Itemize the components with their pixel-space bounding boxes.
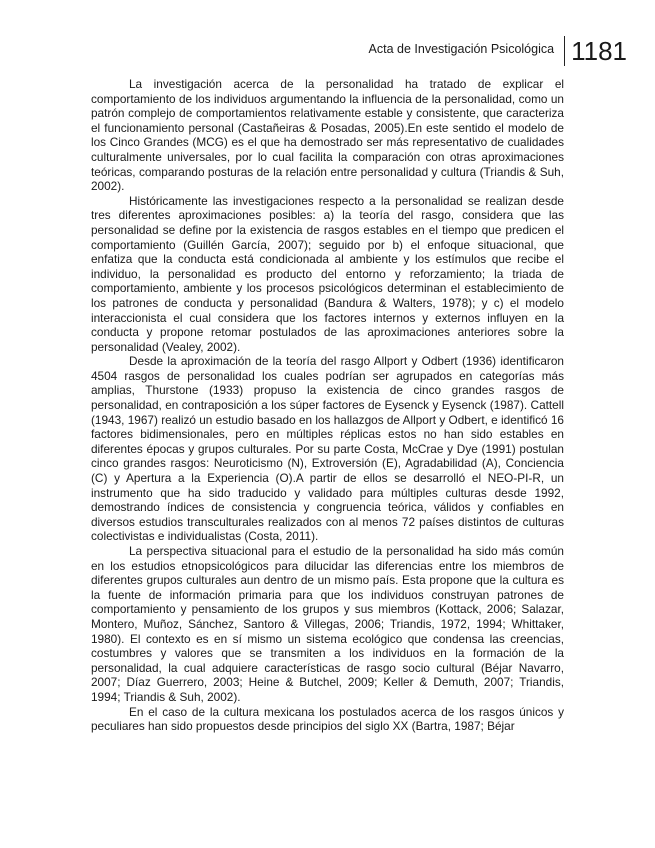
header-divider bbox=[564, 36, 565, 66]
page-number: 1181 bbox=[571, 36, 627, 66]
paragraph-4: La perspectiva situacional para el estudio de la personalidad ha sido más común en los estudios etnopsicológicos para dilucidar las diferencias entre los miembros de diferentes grupos culturales aun dentro de un mismo país. Esta propone que la cultura es la fuente de información primaria para que los individuos construyan patrones de comportamiento y pensamiento de los grupos y sus miembros (Kottack, 2006; Salazar, Montero, Muñoz, Sánchez, Santoro & Villegas, 2006; Triandis, 1972, 1994; Whittaker, 1980). El contexto es en sí mismo un sistema ecológico que condensa las creencias, costumbres y valores que se transmiten a los individuos en la formación de la personalidad, la cual adquiere características de rasgo socio cultural (Béjar Navarro, 2007; Díaz Guerrero, 2003; Heine & Butchel, 2009; Keller & Demuth, 2007; Triandis, 1994; Triandis & Suh, 2002). bbox=[91, 544, 564, 704]
paragraph-2: Históricamente las investigaciones respecto a la personalidad se realizan desde tres diferentes aproximaciones posibles: a) la teoría del rasgo, considera que las personalidad se define por la existencia de rasgos estables en el tiempo que predicen el comportamiento (Guillén García, 2007); seguido por b) el enfoque situacional, que enfatiza que la conducta está condicionada al ambiente y los estímulos que recibe el individuo, la personalidad es producto del entorno y reforzamiento; la triada de comportamiento, ambiente y los procesos psicológicos determinan el establecimiento de los patrones de conducta y personalidad (Bandura & Walters, 1978); y c) el modelo interaccionista el cual considera que los factores internos y externos influyen en la conducta y propone retomar postulados de las aproximaciones anteriores sobre la personalidad (Vealey, 2002). bbox=[91, 193, 564, 354]
running-header bbox=[369, 36, 627, 66]
paragraph-5: En el caso de la cultura mexicana los postulados acerca de los rasgos únicos y peculiares han sido propuestos desde principios del siglo XX (Bartra, 1987; Béjar bbox=[91, 704, 564, 734]
paragraph-1: La investigación acerca de la personalidad ha tratado de explicar el comportamiento de los individuos argumentando la influencia de la personalidad, como un patrón complejo de comportamientos relativamente estable y consistente, que caracteriza el funcionamiento personal (Castañeiras & Posadas, 2005).En este sentido el modelo de los Cinco Grandes (MCG) es el que ha demostrado ser más representativo de cualidades culturalmente universales, por lo cual facilita la comparación con otras aproximaciones teóricas, comparando posturas de la relación entre personalidad y cultura (Triandis & Suh, 2002). bbox=[91, 77, 564, 194]
paragraph-3: Desde la aproximación de la teoría del rasgo Allport y Odbert (1936) identificaron 4504 rasgos de personalidad los cuales podrían ser agrupados en categorías más amplias, Thurstone (1933) propuso la existencia de cinco grandes rasgos de personalidad, en contraposición a los súper factores de Eysenck y Eysenck (1987). Cattell (1943, 1967) realizó un estudio basado en los hallazgos de Allport y Odbert, e identificó 16 factores bidimensionales, pero en múltiples réplicas estos no han sido estables en diferentes épocas y grupos culturales. Por su parte Costa, McCrae y Dye (1991) postulan cinco grandes rasgos: Neuroticismo (N), Extroversión (E), Agradabilidad (A), Conciencia (C) y Apertura a la Experiencia (O).A partir de ellos se desarrolló el NEO-PI-R, un instrumento que ha sido traducido y validado para múltiples culturas desde 1992, demostrando índices de consistencia y congruencia teórica, válidos y confiables en diversos estudios transculturales realizados con al menos 72 países distintos de culturas colectivistas e individualistas (Costa, 2011). bbox=[91, 354, 564, 544]
body-text bbox=[91, 77, 564, 734]
journal-title: Acta de Investigación Psicológica bbox=[368, 42, 555, 56]
